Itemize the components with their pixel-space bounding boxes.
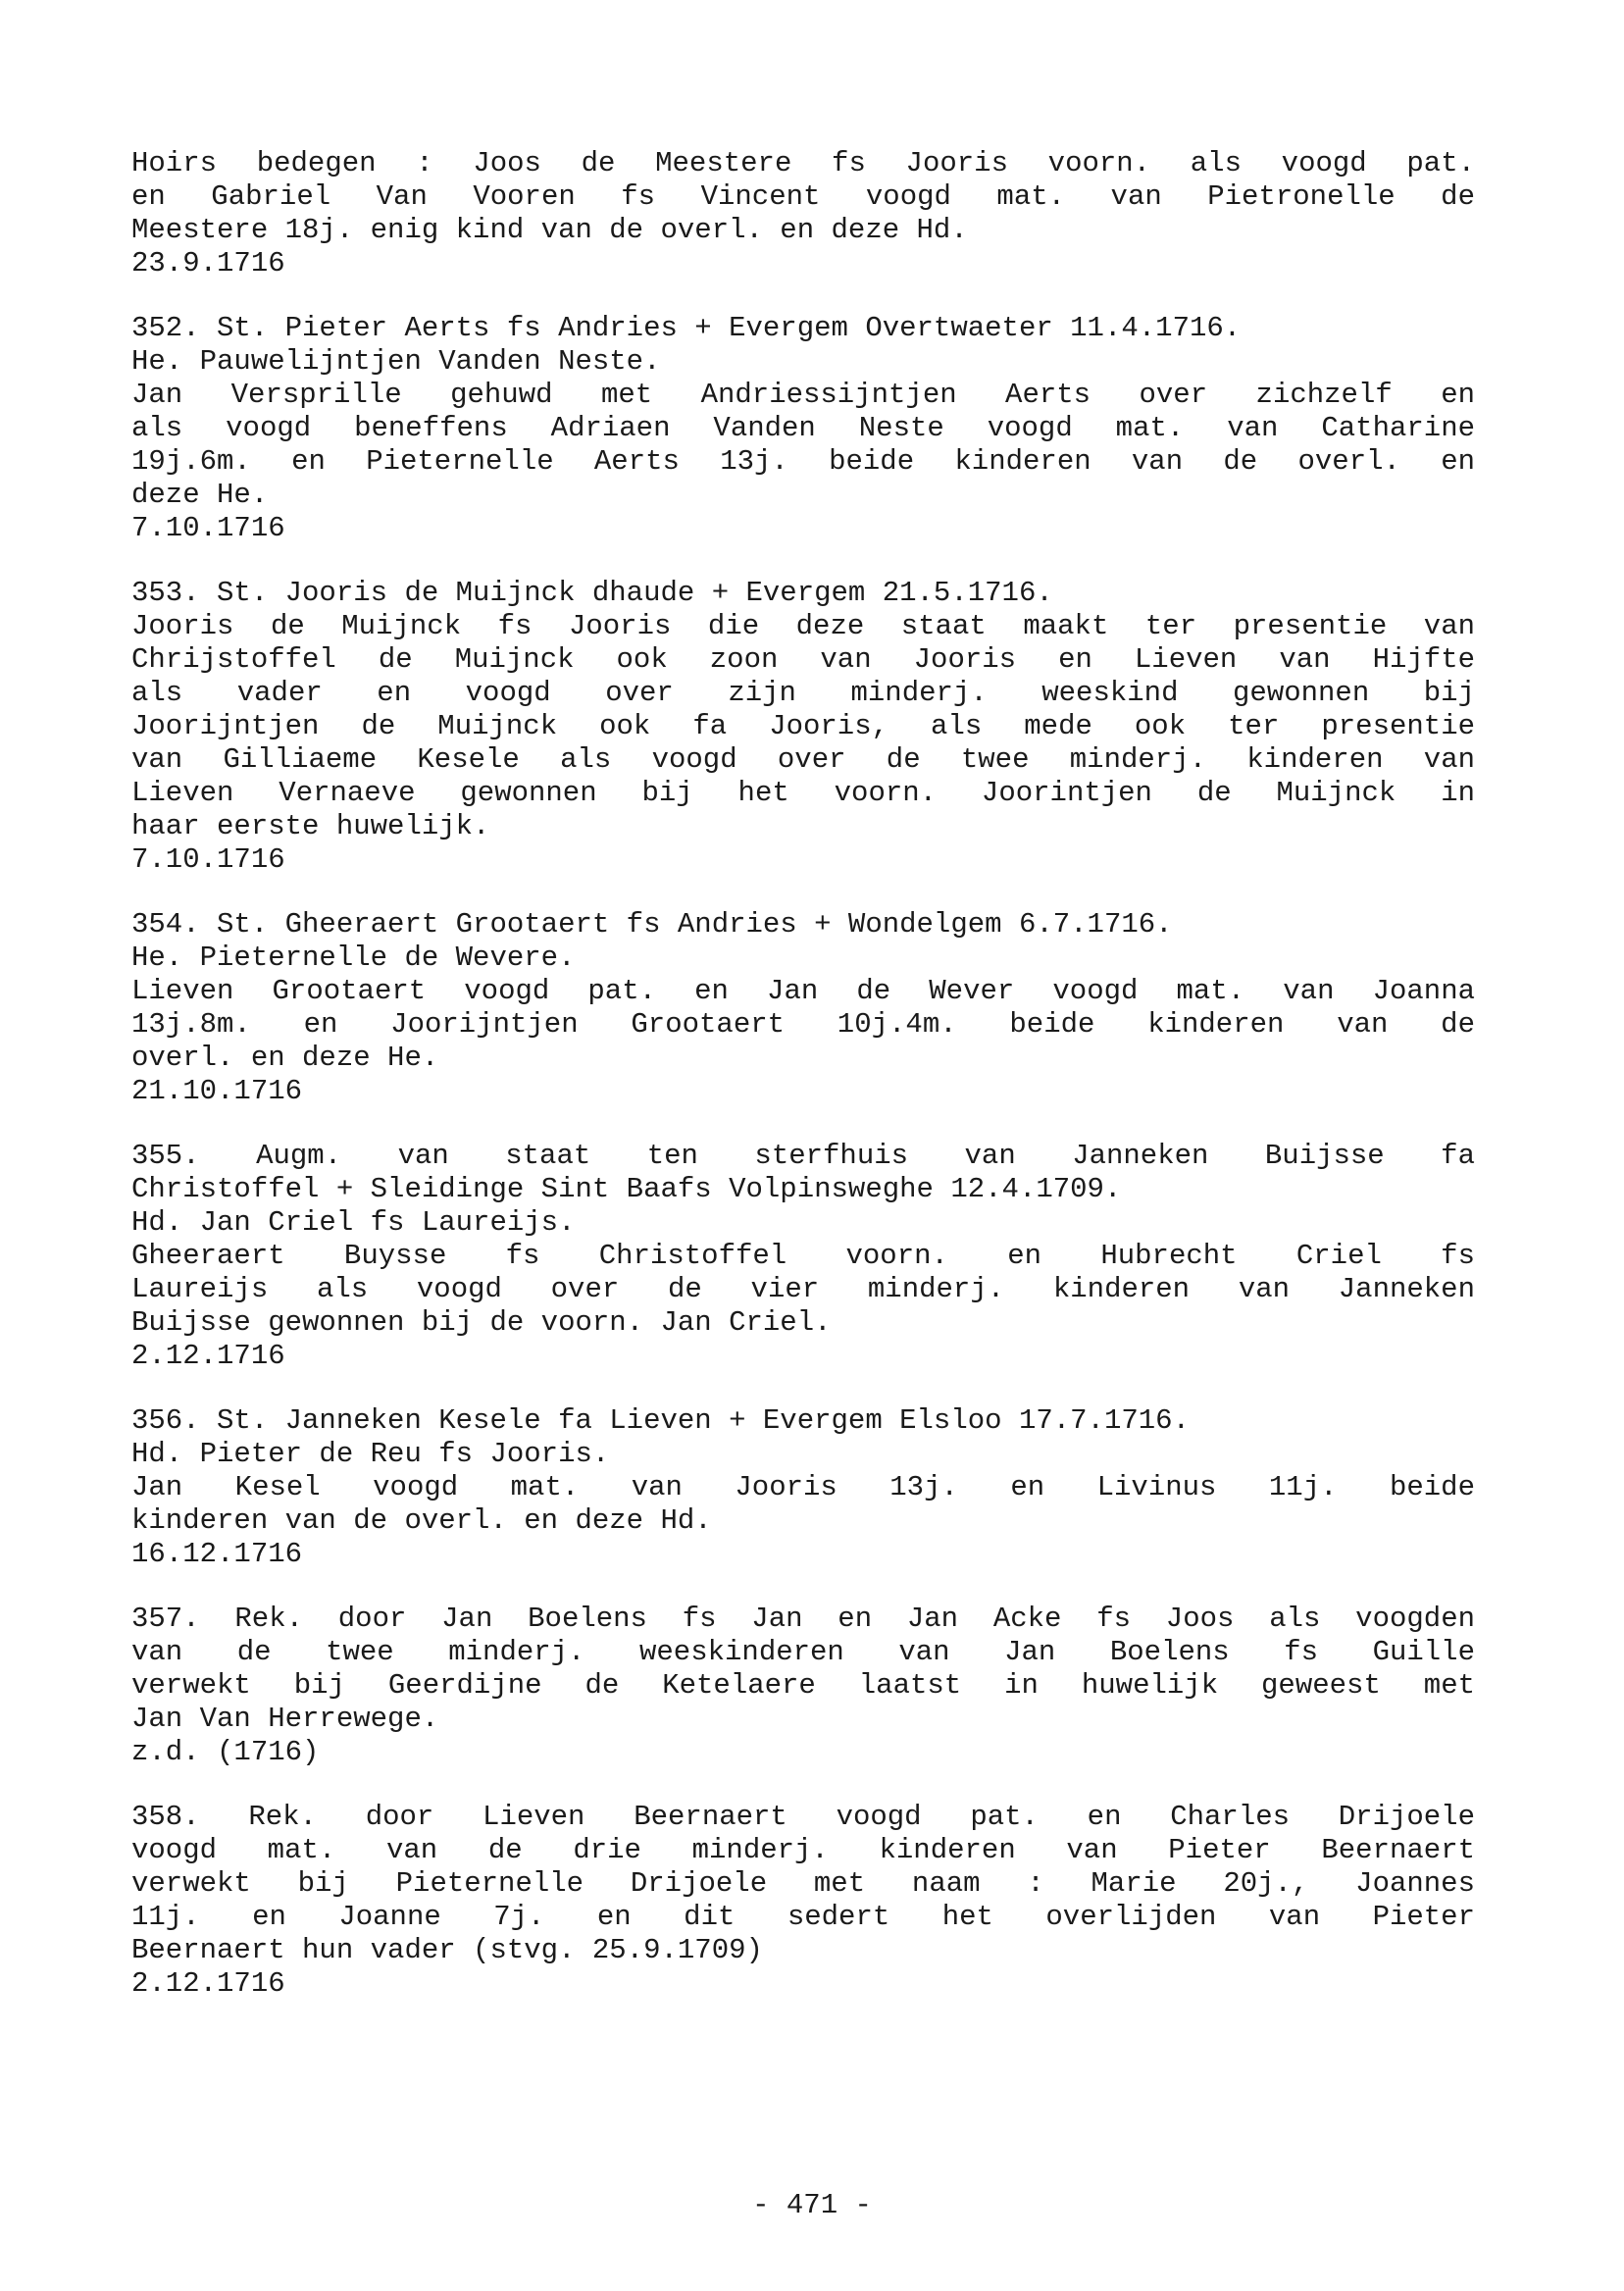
entry-date: 21.10.1716 bbox=[131, 1075, 303, 1107]
entry-date: 7.10.1716 bbox=[131, 512, 285, 544]
entry-line: Lieven Vernaeve gewonnen bij het voorn. Joorintjen de Muijnck in bbox=[131, 777, 1475, 809]
entry-line: Gheeraert Buysse fs Christoffel voorn. en Hubrecht Criel fs bbox=[131, 1240, 1475, 1272]
entry-356 bbox=[131, 1404, 1475, 1571]
entry-line: verwekt bij Geerdijne de Ketelaere laatst in huwelijk geweest met bbox=[131, 1669, 1475, 1702]
entry-353 bbox=[131, 577, 1475, 877]
entry-date: 7.10.1716 bbox=[131, 843, 285, 876]
entry-line: 354. St. Gheeraert Grootaert fs Andries + Wondelgem 6.7.1716. bbox=[131, 908, 1173, 941]
entry-line: Hoirs bedegen : Joos de Meestere fs Jooris voorn. als voogd pat. bbox=[131, 147, 1475, 179]
entry-line: Hd. Jan Criel fs Laureijs. bbox=[131, 1206, 576, 1239]
entry-date: z.d. (1716) bbox=[131, 1736, 320, 1768]
entry-line: Buijsse gewonnen bij de voorn. Jan Criel. bbox=[131, 1306, 832, 1339]
entry-line: van Gilliaeme Kesele als voogd over de twee minderj. kinderen van bbox=[131, 743, 1475, 776]
entry-line: Lieven Grootaert voogd pat. en Jan de Wever voogd mat. van Joanna bbox=[131, 975, 1475, 1007]
entry-line: deze He. bbox=[131, 479, 269, 511]
entry-line: Jooris de Muijnck fs Jooris die deze staat maakt ter presentie van bbox=[131, 610, 1475, 642]
entry-line: Jan Van Herrewege. bbox=[131, 1703, 439, 1735]
page-number: - 471 - bbox=[752, 2189, 872, 2221]
entry-352 bbox=[131, 312, 1475, 545]
entry-date: 16.12.1716 bbox=[131, 1538, 303, 1570]
entry-line: Meestere 18j. enig kind van de overl. en deze Hd. bbox=[131, 214, 968, 246]
entry-line: voogd mat. van de drie minderj. kinderen van Pieter Beernaert bbox=[131, 1834, 1475, 1866]
entry-line: Chrijstoffel de Muijnck ook zoon van Jooris en Lieven van Hijfte bbox=[131, 643, 1475, 676]
entry-line: 13j.8m. en Joorijntjen Grootaert 10j.4m. beide kinderen van de bbox=[131, 1008, 1475, 1041]
entry-line: van de twee minderj. weeskinderen van Jan Boelens fs Guille bbox=[131, 1636, 1475, 1668]
entry-date: 2.12.1716 bbox=[131, 1340, 285, 1372]
entry-358 bbox=[131, 1801, 1475, 2001]
entry-354 bbox=[131, 908, 1475, 1108]
entry-line: Joorijntjen de Muijnck ook fa Jooris, als mede ook ter presentie bbox=[131, 710, 1475, 742]
entry-line: overl. en deze He. bbox=[131, 1042, 439, 1074]
entry-line: He. Pauwelijntjen Vanden Neste. bbox=[131, 345, 661, 378]
entry-line: 355. Augm. van staat ten sterfhuis van Janneken Buijsse fa bbox=[131, 1140, 1475, 1172]
entry-line: kinderen van de overl. en deze Hd. bbox=[131, 1504, 712, 1537]
entry-line: 11j. en Joanne 7j. en dit sedert het overlijden van Pieter bbox=[131, 1901, 1475, 1933]
entry-line: haar eerste huwelijk. bbox=[131, 810, 490, 842]
entry-line: 357. Rek. door Jan Boelens fs Jan en Jan Acke fs Joos als voogden bbox=[131, 1603, 1475, 1635]
entry-line: en Gabriel Van Vooren fs Vincent voogd mat. van Pietronelle de bbox=[131, 180, 1475, 213]
entry-line: verwekt bij Pieternelle Drijoele met naam : Marie 20j., Joannes bbox=[131, 1867, 1475, 1900]
entry-line: 358. Rek. door Lieven Beernaert voogd pat. en Charles Drijoele bbox=[131, 1801, 1475, 1833]
entry-line: 356. St. Janneken Kesele fa Lieven + Evergem Elsloo 17.7.1716. bbox=[131, 1404, 1190, 1437]
entry-date: 23.9.1716 bbox=[131, 247, 285, 280]
entry-date: 2.12.1716 bbox=[131, 1967, 285, 2000]
entry-line: Jan Versprille gehuwd met Andriessijntjen Aerts over zichzelf en bbox=[131, 379, 1475, 411]
entry-line: 19j.6m. en Pieternelle Aerts 13j. beide kinderen van de overl. en bbox=[131, 445, 1475, 478]
entry-heirs bbox=[131, 147, 1475, 280]
entry-line: Hd. Pieter de Reu fs Jooris. bbox=[131, 1438, 610, 1470]
entry-355 bbox=[131, 1140, 1475, 1373]
entry-line: 352. St. Pieter Aerts fs Andries + Evergem Overtwaeter 11.4.1716. bbox=[131, 312, 1242, 344]
entry-line: Christoffel + Sleidinge Sint Baafs Volpinsweghe 12.4.1709. bbox=[131, 1173, 1122, 1205]
entry-357 bbox=[131, 1603, 1475, 1769]
entry-line: Jan Kesel voogd mat. van Jooris 13j. en Livinus 11j. beide bbox=[131, 1471, 1475, 1503]
entry-line: als voogd beneffens Adriaen Vanden Neste voogd mat. van Catharine bbox=[131, 412, 1475, 444]
entry-line: Laureijs als voogd over de vier minderj. kinderen van Janneken bbox=[131, 1273, 1475, 1305]
entry-line: Beernaert hun vader (stvg. 25.9.1709) bbox=[131, 1934, 763, 1966]
entry-line: 353. St. Jooris de Muijnck dhaude + Evergem 21.5.1716. bbox=[131, 577, 1053, 609]
entry-line: als vader en voogd over zijn minderj. weeskind gewonnen bij bbox=[131, 677, 1475, 709]
entry-line: He. Pieternelle de Wevere. bbox=[131, 942, 576, 974]
page-content bbox=[131, 147, 1475, 2032]
